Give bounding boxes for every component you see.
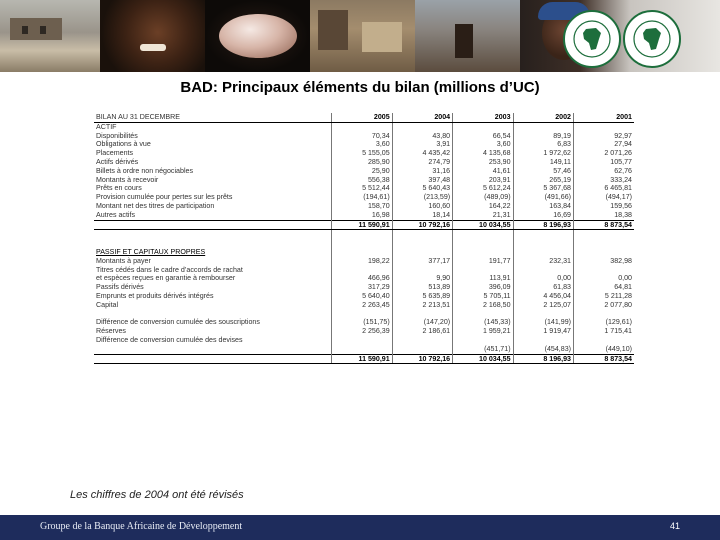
row-value — [574, 336, 635, 345]
row-value: 5 705,11 — [453, 292, 513, 301]
row-value: 11 590,91 — [332, 354, 392, 364]
row-value: (489,09) — [453, 193, 513, 202]
row-value: 1 972,62 — [513, 149, 573, 158]
header-year: 2002 — [513, 113, 573, 122]
row-value: 2 125,07 — [513, 301, 573, 310]
actif-total-row — [94, 220, 634, 230]
passif-total-row — [94, 354, 634, 364]
row-value: 4 435,42 — [392, 149, 452, 158]
row-value: 70,34 — [332, 132, 392, 141]
row-value — [453, 310, 513, 319]
row-value: (454,83) — [513, 345, 573, 354]
row-value: (141,99) — [513, 318, 573, 327]
row-value: 10 792,16 — [392, 354, 452, 364]
passif-row — [94, 327, 634, 336]
smiling-child-photo — [100, 0, 205, 72]
row-value: 5 612,24 — [453, 184, 513, 193]
row-value: 198,22 — [332, 257, 392, 266]
slide-title: BAD: Principaux éléments du bilan (millions d’UC) — [180, 79, 540, 96]
actif-row — [94, 211, 634, 220]
row-value: 18,14 — [392, 211, 452, 220]
row-value: 2 168,50 — [453, 301, 513, 310]
row-value: (494,17) — [574, 193, 635, 202]
row-value — [392, 336, 452, 345]
passif-row — [94, 283, 634, 292]
row-label: Montants à recevoir — [96, 175, 159, 184]
row-label: Billets à ordre non négociables — [96, 166, 194, 175]
actif-row — [94, 184, 634, 193]
row-value: 377,17 — [392, 257, 452, 266]
row-value: 149,11 — [513, 158, 573, 167]
header-label: BILAN AU 31 DECEMBRE — [94, 113, 332, 122]
row-label — [94, 310, 332, 319]
row-value: 16,98 — [332, 211, 392, 220]
actif-row — [94, 140, 634, 149]
row-value: 10 034,55 — [453, 220, 513, 230]
row-value: 5 640,40 — [332, 292, 392, 301]
row-value: 2 071,26 — [574, 149, 635, 158]
row-value: 396,09 — [453, 283, 513, 292]
row-value: 232,31 — [513, 257, 573, 266]
row-label: et espèces reçues en garantie à rembourser — [96, 274, 236, 283]
row-label: Obligations à vue — [96, 140, 151, 149]
row-label: Réserves — [96, 327, 126, 336]
row-label: Provision cumulée pour pertes sur les prêts — [96, 193, 233, 202]
row-value — [574, 310, 635, 319]
row-value: 5 635,89 — [392, 292, 452, 301]
row-label: Emprunts et produits dérivés intégrés — [96, 291, 214, 300]
row-value: 1 715,41 — [574, 327, 635, 336]
row-value: 6 465,81 — [574, 184, 635, 193]
row-label: Titres cédés dans le cadre d’accords de rachat — [96, 265, 243, 274]
logo-right — [622, 8, 682, 70]
footer-bar — [0, 515, 720, 540]
row-value: 556,38 — [332, 176, 392, 185]
row-value: (145,33) — [453, 318, 513, 327]
row-value: 317,29 — [332, 283, 392, 292]
balance-sheet — [94, 113, 634, 364]
actif-row — [94, 176, 634, 185]
row-value: (151,75) — [332, 318, 392, 327]
row-value: 5 211,28 — [574, 292, 635, 301]
row-value — [332, 336, 392, 345]
row-value: 31,16 — [392, 167, 452, 176]
row-value — [453, 266, 513, 275]
row-value: 1 959,21 — [453, 327, 513, 336]
row-value: 5 640,43 — [392, 184, 452, 193]
row-value: 2 263,45 — [332, 301, 392, 310]
row-value: 158,70 — [332, 202, 392, 211]
row-value — [513, 266, 573, 275]
row-label: Actifs dérivés — [96, 157, 139, 166]
row-value: 27,94 — [574, 140, 635, 149]
row-value — [392, 310, 452, 319]
passif-row — [94, 292, 634, 301]
row-label — [94, 345, 332, 354]
header-row — [94, 113, 634, 122]
row-value: 10 792,16 — [392, 220, 452, 230]
row-value: 0,00 — [513, 274, 573, 283]
afdb-logo-icon — [623, 10, 681, 68]
row-label: Placements — [96, 149, 134, 158]
row-value — [453, 336, 513, 345]
row-value: 8 196,93 — [513, 354, 573, 364]
row-value — [392, 266, 452, 275]
row-value: 113,91 — [453, 274, 513, 283]
row-value: 1 919,47 — [513, 327, 573, 336]
row-value: 5 155,05 — [332, 149, 392, 158]
row-label: Autres actifs — [96, 210, 136, 219]
row-value: 2 256,39 — [332, 327, 392, 336]
row-value: 21,31 — [453, 211, 513, 220]
row-value — [513, 336, 573, 345]
footer-organization: Groupe de la Banque Africaine de Développement — [40, 521, 243, 532]
header-year: 2001 — [574, 113, 635, 122]
row-label — [94, 354, 332, 364]
row-value: 4 135,68 — [453, 149, 513, 158]
spacer-row — [94, 239, 634, 248]
passif-row — [94, 257, 634, 266]
row-value: 66,54 — [453, 132, 513, 141]
row-value: 57,46 — [513, 167, 573, 176]
row-value: 61,83 — [513, 283, 573, 292]
row-value: 3,60 — [453, 140, 513, 149]
village-scene-photo — [0, 0, 100, 72]
row-value: 191,77 — [453, 257, 513, 266]
town-scene-photo — [415, 0, 520, 72]
row-value: 2 077,80 — [574, 301, 635, 310]
passif-row — [94, 336, 634, 345]
row-value: 274,79 — [392, 158, 452, 167]
row-value: 62,76 — [574, 167, 635, 176]
row-value: (147,20) — [392, 318, 452, 327]
header-year: 2005 — [332, 113, 392, 122]
row-value — [574, 266, 635, 275]
street-market-photo — [310, 0, 415, 72]
row-value: 8 873,54 — [574, 354, 635, 364]
row-value: 513,89 — [392, 283, 452, 292]
row-label: Prêts en cours — [96, 184, 142, 193]
row-value: 3,91 — [392, 140, 452, 149]
row-value: 11 590,91 — [332, 220, 392, 230]
actif-row — [94, 149, 634, 158]
row-value: (449,10) — [574, 345, 635, 354]
row-value: 2 186,61 — [392, 327, 452, 336]
actif-label: ACTIF — [96, 122, 117, 131]
row-value: 0,00 — [574, 274, 635, 283]
row-value: 92,97 — [574, 132, 635, 141]
row-value: 253,90 — [453, 158, 513, 167]
row-value: 159,56 — [574, 202, 635, 211]
row-value: 6,83 — [513, 140, 573, 149]
row-value: 163,84 — [513, 202, 573, 211]
row-value: 8 196,93 — [513, 220, 573, 230]
row-label: Montants à payer — [96, 256, 151, 265]
row-value: 160,60 — [392, 202, 452, 211]
row-value: 397,48 — [392, 176, 452, 185]
row-value — [332, 266, 392, 275]
page-number: 41 — [669, 521, 680, 531]
row-value: 41,61 — [453, 167, 513, 176]
row-value — [332, 310, 392, 319]
actif-row — [94, 202, 634, 211]
actif-row — [94, 158, 634, 167]
row-label: Montant net des titres de participation — [96, 201, 215, 210]
row-label: Disponibilités — [96, 131, 138, 140]
row-value: 18,38 — [574, 211, 635, 220]
passif-row — [94, 310, 634, 319]
passif-section-row — [94, 248, 634, 257]
row-value: 333,24 — [574, 176, 635, 185]
actif-row — [94, 132, 634, 141]
passif-row — [94, 345, 634, 354]
row-value: 64,81 — [574, 283, 635, 292]
row-value: 164,22 — [453, 202, 513, 211]
row-value: 89,19 — [513, 132, 573, 141]
row-value: 265,19 — [513, 176, 573, 185]
row-value: 5 367,68 — [513, 184, 573, 193]
row-value: (213,59) — [392, 193, 452, 202]
header-year: 2003 — [453, 113, 513, 122]
row-value: 43,80 — [392, 132, 452, 141]
actif-section-row — [94, 122, 634, 131]
row-value: 466,96 — [332, 274, 392, 283]
row-value: 203,91 — [453, 176, 513, 185]
cowrie-shell-photo — [205, 0, 310, 72]
actif-row — [94, 167, 634, 176]
row-value: 285,90 — [332, 158, 392, 167]
row-value: 16,69 — [513, 211, 573, 220]
row-value — [332, 345, 392, 354]
row-value: (451,71) — [453, 345, 513, 354]
afdb-logo-icon — [563, 10, 621, 68]
row-label — [94, 220, 332, 230]
row-value: (491,66) — [513, 193, 573, 202]
passif-label: PASSIF ET CAPITAUX PROPRES — [96, 247, 206, 256]
row-value: 3,60 — [332, 140, 392, 149]
row-label: Différence de conversion cumulée des souscriptions — [96, 318, 260, 327]
actif-row — [94, 193, 634, 202]
row-value: 5 512,44 — [332, 184, 392, 193]
row-value: 4 456,04 — [513, 292, 573, 301]
row-label: Passifs dérivés — [96, 283, 144, 292]
row-value: (129,61) — [574, 318, 635, 327]
row-value — [392, 345, 452, 354]
passif-row — [94, 274, 634, 283]
row-value: (194,61) — [332, 193, 392, 202]
row-value: 10 034,55 — [453, 354, 513, 364]
row-value: 25,90 — [332, 167, 392, 176]
logo-left — [562, 8, 622, 70]
row-value: 9,90 — [392, 274, 452, 283]
row-value: 2 213,51 — [392, 301, 452, 310]
header-year: 2004 — [392, 113, 452, 122]
passif-row — [94, 318, 634, 327]
revision-note: Les chiffres de 2004 ont été révisés — [70, 489, 244, 501]
row-value: 8 873,54 — [574, 220, 635, 230]
passif-row — [94, 266, 634, 275]
row-value: 105,77 — [574, 158, 635, 167]
row-label: Différence de conversion cumulée des devises — [96, 335, 243, 344]
balance-sheet-table — [94, 113, 634, 364]
passif-row — [94, 301, 634, 310]
row-label: Capital — [96, 300, 119, 309]
row-value — [513, 310, 573, 319]
spacer-row — [94, 230, 634, 239]
row-value: 382,98 — [574, 257, 635, 266]
